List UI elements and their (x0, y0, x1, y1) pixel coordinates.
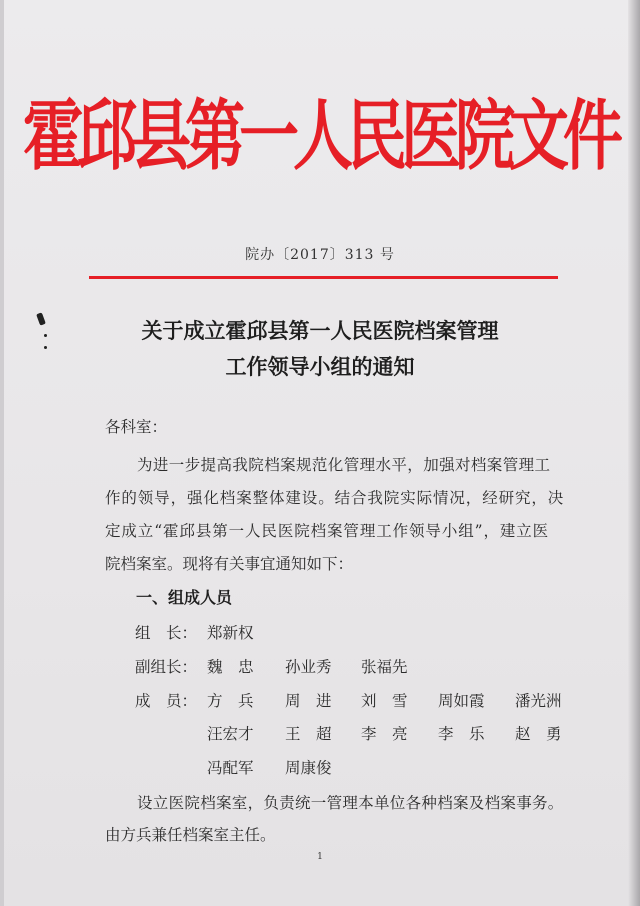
closing-line: 设立医院档案室，负责统一管理本单位各种档案及档案事务。 (137, 794, 564, 812)
body-line: 院档案室。现将有关事宜通知如下： (105, 555, 354, 573)
member-name: 周如霞 (438, 692, 485, 710)
member-name: 汪宏才 (207, 725, 254, 743)
body-line: 作的领导，强化档案整体建设。结合我院实际情况，经研究，决 (105, 489, 565, 507)
member-label: 成 员： (135, 692, 198, 710)
notice-title-line-2: 工作领导小组的通知 (225, 355, 415, 379)
member-name: 王 超 (285, 725, 332, 743)
document-number: 院办〔2017〕313 号 (245, 247, 395, 263)
member-name: 周 进 (285, 692, 332, 710)
deputy-name: 魏 忠 (207, 658, 254, 676)
section-heading-members: 一、组成人员 (136, 588, 233, 607)
member-name: 赵 勇 (515, 725, 562, 743)
leader-name: 郑新权 (207, 624, 254, 642)
member-name: 刘 雪 (361, 692, 408, 710)
closing-line: 由方兵兼任档案室主任。 (105, 826, 276, 844)
deputy-name: 张福先 (361, 658, 408, 676)
deputy-label: 副组长： (135, 658, 198, 676)
body-line: 定成立“霍邱县第一人民医院档案管理工作领导小组”，建立医 (105, 522, 550, 540)
member-name: 周康俊 (285, 759, 332, 777)
salutation: 各科室： (105, 418, 168, 436)
leader-label: 组 长： (135, 624, 198, 642)
deputy-name: 孙业秀 (285, 658, 332, 676)
member-name: 李 乐 (438, 725, 485, 743)
member-name: 方 兵 (207, 692, 254, 710)
red-divider-line (89, 276, 558, 279)
notice-title-line-1: 关于成立霍邱县第一人民医院档案管理 (141, 319, 499, 343)
page-number: 1 (317, 852, 323, 862)
member-name: 李 亮 (361, 725, 408, 743)
member-name: 冯配军 (207, 759, 254, 777)
body-line: 为进一步提高我院档案规范化管理水平，加强对档案管理工 (137, 456, 551, 474)
member-name: 潘光洲 (515, 692, 562, 710)
punch-hole-mark (44, 346, 47, 349)
letterhead-title: 霍邱县第一人民医院文件 (23, 92, 617, 182)
